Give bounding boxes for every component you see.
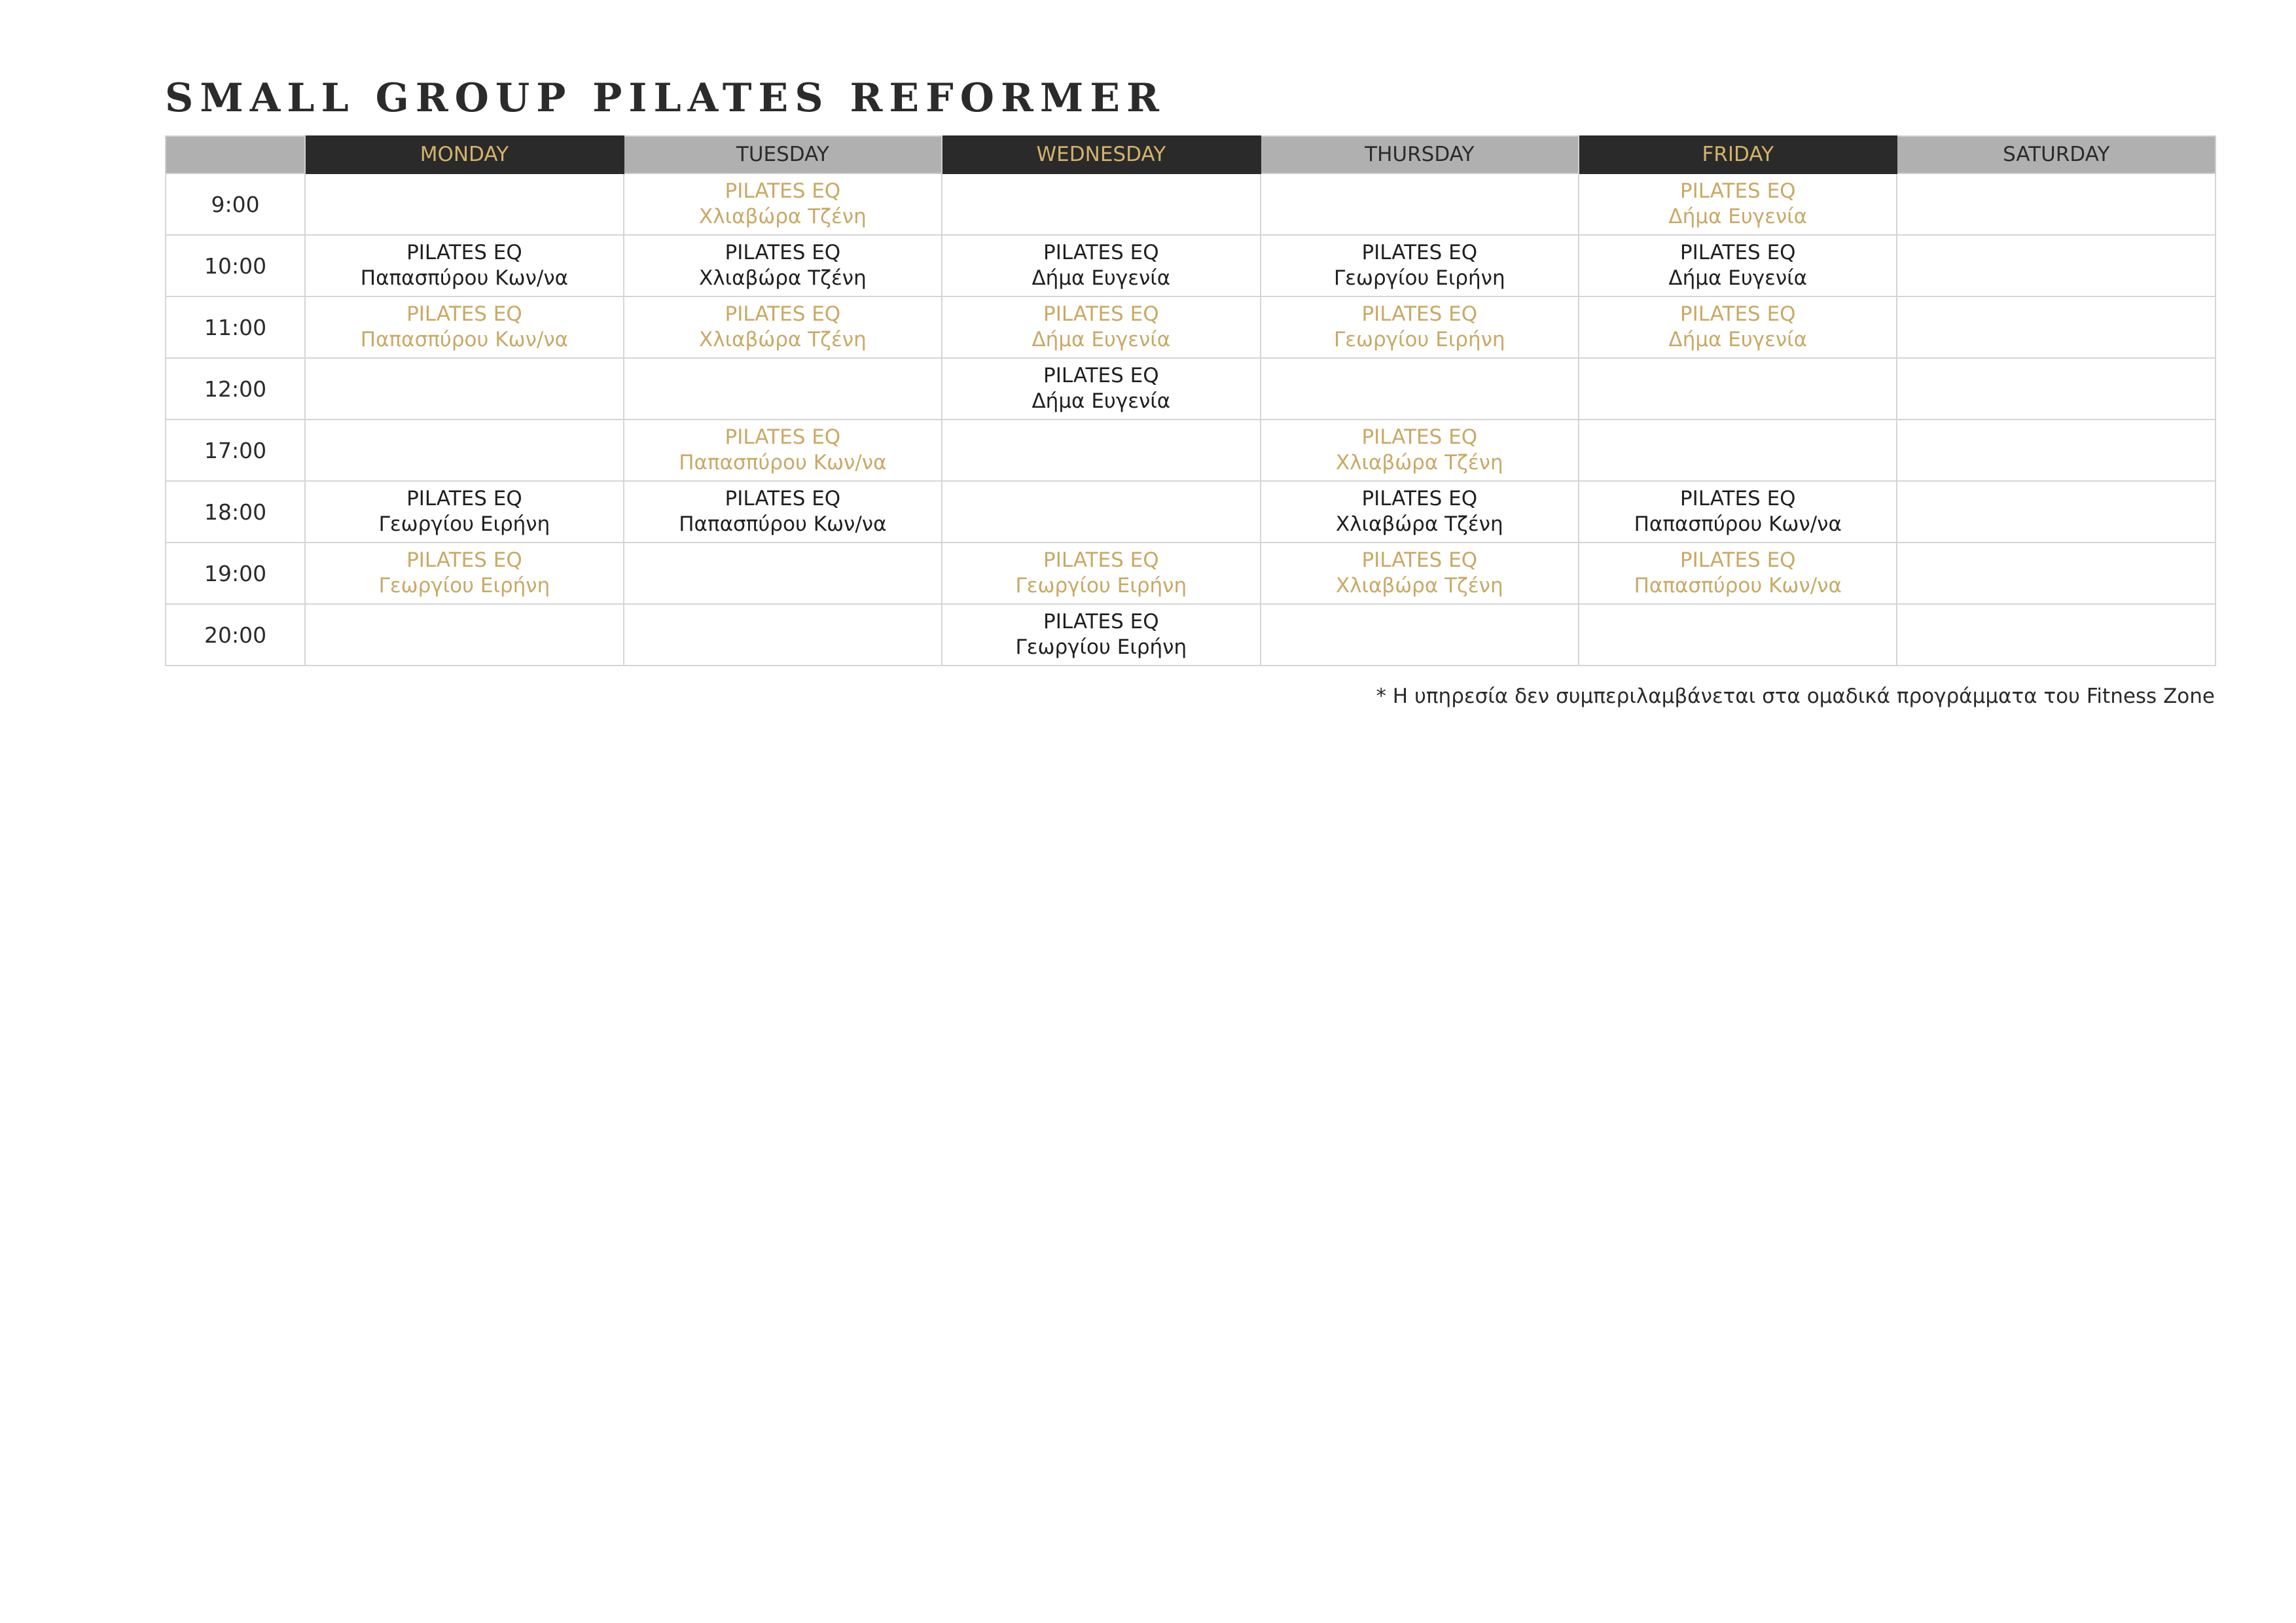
class-name: PILATES EQ — [1361, 425, 1478, 449]
slot-friday — [1579, 296, 1897, 358]
schedule-row — [166, 235, 2215, 296]
page-title: SMALL GROUP PILATES REFORMER — [165, 75, 1166, 121]
instructor-name: Γεωργίου Ειρήνη — [1015, 635, 1187, 659]
instructor-name: Παπασπύρου Κων/να — [679, 512, 887, 536]
time-cell: 10:00 — [166, 235, 305, 296]
slot-saturday — [1897, 604, 2215, 666]
instructor-name: Χλιαβώρα Τζένη — [699, 266, 867, 290]
slot-saturday — [1897, 235, 2215, 296]
instructor-name: Χλιαβώρα Τζένη — [1335, 512, 1503, 536]
schedule-table — [165, 135, 2216, 666]
time-cell: 9:00 — [166, 173, 305, 235]
slot-thursday — [1261, 296, 1579, 358]
class-name: PILATES EQ — [1679, 179, 1796, 203]
time-cell: 12:00 — [166, 358, 305, 419]
slot-wednesday — [942, 481, 1260, 543]
slot-tuesday — [624, 296, 942, 358]
instructor-name: Παπασπύρου Κων/να — [360, 266, 569, 290]
slot-monday — [305, 235, 623, 296]
header-day-thursday: THURSDAY — [1261, 136, 1579, 173]
instructor-name: Δήμα Ευγενία — [1031, 266, 1171, 290]
slot-monday — [305, 296, 623, 358]
slot-wednesday — [942, 173, 1260, 235]
class-name: PILATES EQ — [1043, 610, 1159, 633]
slot-friday — [1579, 419, 1897, 481]
time-cell: 17:00 — [166, 419, 305, 481]
time-cell: 18:00 — [166, 481, 305, 543]
slot-tuesday — [624, 235, 942, 296]
header-day-monday: MONDAY — [305, 136, 623, 173]
slot-tuesday — [624, 543, 942, 604]
instructor-name: Παπασπύρου Κων/να — [360, 328, 569, 351]
class-name: PILATES EQ — [1043, 302, 1159, 326]
instructor-name: Παπασπύρου Κων/να — [679, 451, 887, 474]
slot-friday — [1579, 235, 1897, 296]
slot-tuesday — [624, 481, 942, 543]
schedule-row — [166, 543, 2215, 604]
instructor-name: Χλιαβώρα Τζένη — [699, 328, 867, 351]
slot-monday — [305, 358, 623, 419]
header-time-corner — [166, 136, 305, 173]
slot-wednesday — [942, 419, 1260, 481]
slot-wednesday — [942, 296, 1260, 358]
class-name: PILATES EQ — [1361, 302, 1478, 326]
class-name: PILATES EQ — [406, 548, 522, 572]
slot-friday — [1579, 358, 1897, 419]
slot-tuesday — [624, 358, 942, 419]
class-name: PILATES EQ — [725, 425, 841, 449]
instructor-name: Γεωργίου Ειρήνη — [378, 512, 550, 536]
instructor-name: Δήμα Ευγενία — [1668, 205, 1808, 228]
slot-friday — [1579, 604, 1897, 666]
class-name: PILATES EQ — [1043, 241, 1159, 264]
instructor-name: Δήμα Ευγενία — [1668, 328, 1808, 351]
instructor-name: Χλιαβώρα Τζένη — [699, 205, 867, 228]
slot-monday — [305, 173, 623, 235]
instructor-name: Γεωργίου Ειρήνη — [378, 574, 550, 597]
class-name: PILATES EQ — [1043, 548, 1159, 572]
slot-saturday — [1897, 358, 2215, 419]
class-name: PILATES EQ — [725, 241, 841, 264]
slot-thursday — [1261, 358, 1579, 419]
schedule-body — [166, 173, 2215, 666]
slot-monday — [305, 604, 623, 666]
class-name: PILATES EQ — [1679, 548, 1796, 572]
slot-wednesday — [942, 235, 1260, 296]
class-name: PILATES EQ — [1361, 487, 1478, 510]
time-cell: 20:00 — [166, 604, 305, 666]
slot-tuesday — [624, 604, 942, 666]
slot-wednesday — [942, 358, 1260, 419]
header-day-wednesday: WEDNESDAY — [942, 136, 1260, 173]
class-name: PILATES EQ — [725, 179, 841, 203]
instructor-name: Χλιαβώρα Τζένη — [1335, 574, 1503, 597]
slot-tuesday — [624, 173, 942, 235]
instructor-name: Γεωργίου Ειρήνη — [1333, 266, 1505, 290]
slot-saturday — [1897, 481, 2215, 543]
time-cell: 11:00 — [166, 296, 305, 358]
instructor-name: Γεωργίου Ειρήνη — [1015, 574, 1187, 597]
slot-saturday — [1897, 543, 2215, 604]
header-day-saturday: SATURDAY — [1897, 136, 2215, 173]
class-name: PILATES EQ — [1679, 241, 1796, 264]
instructor-name: Δήμα Ευγενία — [1031, 389, 1171, 413]
slot-friday — [1579, 173, 1897, 235]
slot-saturday — [1897, 419, 2215, 481]
class-name: PILATES EQ — [725, 302, 841, 326]
slot-tuesday — [624, 419, 942, 481]
slot-thursday — [1261, 419, 1579, 481]
class-name: PILATES EQ — [406, 487, 522, 510]
schedule-row — [166, 296, 2215, 358]
instructor-name: Δήμα Ευγενία — [1031, 328, 1171, 351]
slot-wednesday — [942, 604, 1260, 666]
class-name: PILATES EQ — [1361, 548, 1478, 572]
class-name: PILATES EQ — [1679, 487, 1796, 510]
slot-friday — [1579, 543, 1897, 604]
header-row — [166, 136, 2215, 173]
schedule-row — [166, 173, 2215, 235]
instructor-name: Γεωργίου Ειρήνη — [1333, 328, 1505, 351]
slot-thursday — [1261, 481, 1579, 543]
header-day-friday: FRIDAY — [1579, 136, 1897, 173]
instructor-name: Παπασπύρου Κων/να — [1634, 574, 1842, 597]
schedule-row — [166, 604, 2215, 666]
slot-thursday — [1261, 235, 1579, 296]
instructor-name: Παπασπύρου Κων/να — [1634, 512, 1842, 536]
slot-monday — [305, 481, 623, 543]
header-day-tuesday: TUESDAY — [624, 136, 942, 173]
slot-monday — [305, 419, 623, 481]
schedule-header — [166, 136, 2215, 173]
slot-wednesday — [942, 543, 1260, 604]
slot-friday — [1579, 481, 1897, 543]
schedule-row — [166, 481, 2215, 543]
slot-saturday — [1897, 296, 2215, 358]
footnote: * Η υπηρεσία δεν συμπεριλαμβάνεται στα ομαδικά προγράμματα του Fitness Zone — [1376, 685, 2215, 708]
slot-saturday — [1897, 173, 2215, 235]
class-name: PILATES EQ — [725, 487, 841, 510]
schedule-row — [166, 419, 2215, 481]
slot-thursday — [1261, 543, 1579, 604]
instructor-name: Δήμα Ευγενία — [1668, 266, 1808, 290]
class-name: PILATES EQ — [406, 302, 522, 326]
class-name: PILATES EQ — [1043, 364, 1159, 387]
slot-monday — [305, 543, 623, 604]
class-name: PILATES EQ — [406, 241, 522, 264]
slot-thursday — [1261, 604, 1579, 666]
time-cell: 19:00 — [166, 543, 305, 604]
schedule-row — [166, 358, 2215, 419]
class-name: PILATES EQ — [1361, 241, 1478, 264]
class-name: PILATES EQ — [1679, 302, 1796, 326]
instructor-name: Χλιαβώρα Τζένη — [1335, 451, 1503, 474]
slot-thursday — [1261, 173, 1579, 235]
